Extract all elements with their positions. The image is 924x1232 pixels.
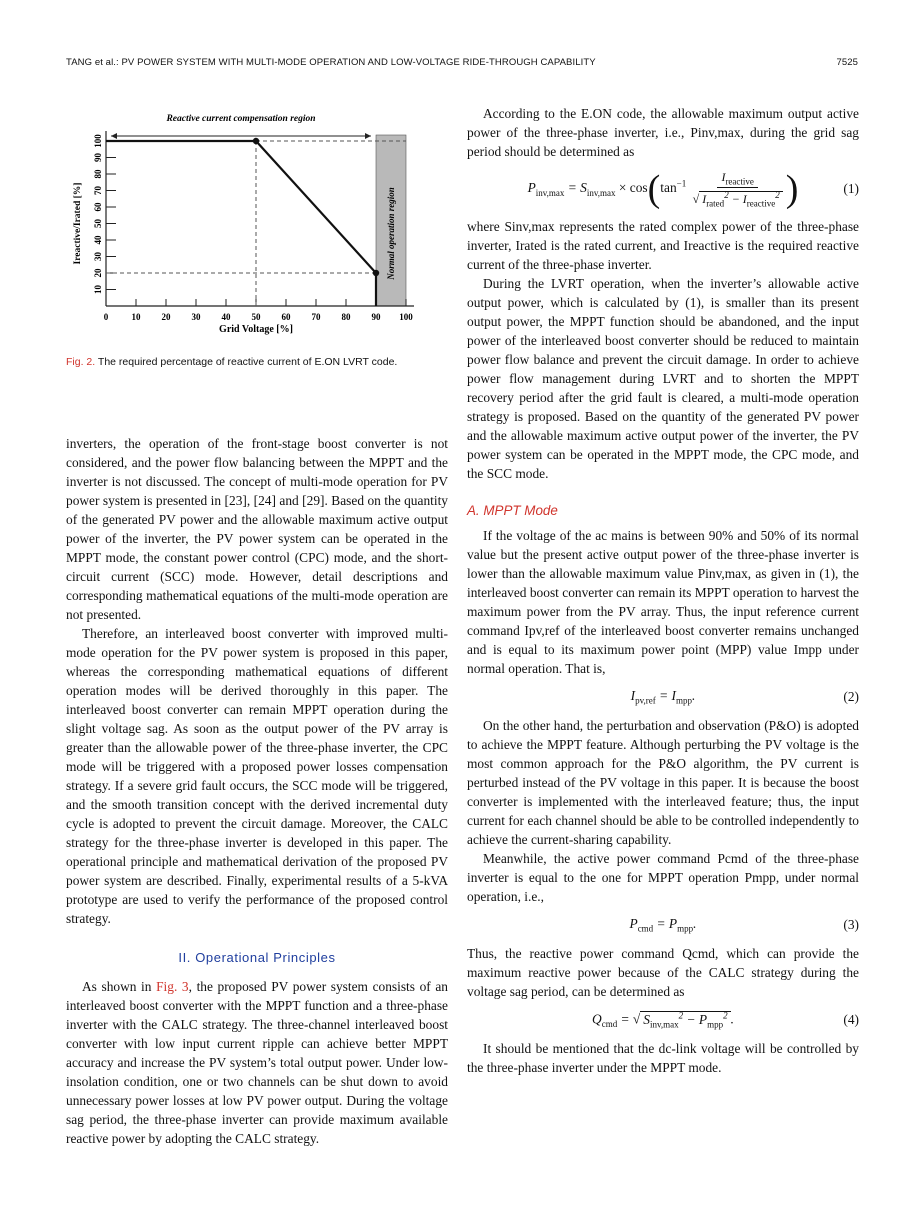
figure-caption: [66, 355, 448, 369]
y-tick-label: 60: [93, 202, 103, 212]
region-arrowhead-left: [111, 133, 117, 139]
right-paragraph-4: If the voltage of the ac mains is between 90% and 50% of its normal value but the present active output power of the three-phase inverter is lower than the allowable maximum value Pinv,max, as given in (1), the interleaved boost converter can remain its MPPT operation to harvest the maximum power from the PV array. Thus, the input reference current command Ipv,ref of the interleaved boost converter remains unchanged and is equal to its maximum power point (MPP) value Impp under normal operation. That is,: [467, 528, 859, 676]
fig3-link[interactable]: Fig. 3: [156, 979, 189, 994]
x-tick-label: 70: [311, 312, 321, 322]
running-header: [66, 57, 858, 71]
region-arrowhead-right: [365, 133, 371, 139]
header-title: TANG et al.: PV POWER SYSTEM WITH MULTI-MODE OPERATION AND LOW-VOLTAGE RIDE-THROUGH CAPABILITY: [66, 57, 596, 68]
right-paragraph-2: where Sinv,max represents the rated complex power of the three-phase inverter, Irated is the rated current, and Ireactive is the required reactive current of the three-phase inverter.: [467, 219, 859, 272]
x-axis-label: Grid Voltage [%]: [219, 324, 293, 335]
equation-3-number: (3): [843, 917, 859, 932]
page-number: 7525: [836, 57, 858, 68]
x-tick-label: 60: [281, 312, 291, 322]
equation-2-number: (2): [843, 689, 859, 704]
y-tick-label: 20: [93, 268, 103, 278]
y-tick-label: 70: [93, 186, 103, 195]
para3-rest: , the proposed PV power system consists of an interleaved boost converter with the MPPT function and a three-phase inverter with the CALC strategy. The three-channel interleaved boost converter with low input current ripple can achieve better MPPT accuracy and increase the PV system’s total output power. Under low-insolation condition, one or two channels can be shut down to avoid unnecessary power losses at low PV power output. During the voltage sag period, the three-phase inverter can provide maximum available reactive power by adopting the CALC strategy.: [66, 979, 448, 1146]
left-column: [66, 104, 448, 1148]
y-tick-label: 50: [93, 219, 103, 228]
y-tick-label: 40: [93, 235, 103, 245]
region-annotation: Normal operation region: [386, 187, 396, 280]
right-column: [467, 104, 859, 1077]
left-paragraph-1: inverters, the operation of the front-stage boost converter is not considered, and the power flow balancing between the MPPT and the inverter is not discussed. The concept of multi-mode operation for PV power system is presented in [23], [24] and [29]. Based on the quantity of the generated PV power and the allowable maximum active output power of the inverter, the PV power system can be operated in the MPPT mode, the constant power control (CPC) mode, and the short-circuit current (SCC) mode. However, detail descriptions and corresponding mathematical equations of the multi-mode operation are not presented.: [66, 436, 448, 622]
x-tick-label: 20: [161, 312, 171, 322]
data-point: [253, 138, 259, 144]
data-point: [373, 270, 379, 276]
right-paragraph-1: According to the E.ON code, the allowable maximum output active power of the three-phase inverter, i.e., Pinv,max, during the grid sag period should be determined as: [467, 106, 859, 159]
left-paragraph-3: [66, 977, 448, 1148]
section-heading: II. Operational Principles: [178, 950, 336, 965]
right-paragraph-7: Thus, the reactive power command Qcmd, which can provide the maximum reactive power because of the CALC strategy during the voltage sag period, can be determined as: [467, 946, 859, 999]
x-tick-label: 90: [371, 312, 381, 322]
x-tick-label: 50: [251, 312, 261, 322]
figure-caption-text: The required percentage of reactive current of E.ON LVRT code.: [97, 356, 398, 368]
x-tick-label: 40: [221, 312, 231, 322]
x-tick-label: 0: [103, 312, 109, 322]
right-paragraph-8: It should be mentioned that the dc-link voltage will be controlled by the three-phase inverter under the MPPT mode.: [467, 1041, 859, 1075]
equation-2: $I_{pv,ref} = I_{mpp}$. (2): [630, 688, 859, 706]
y-tick-label: 90: [93, 153, 103, 162]
left-paragraph-2: Therefore, an interleaved boost converter with improved multi-mode operation for the PV power system is proposed in this paper, whereas the corresponding mathematical equations of different operation modes will be derived thoroughly in this paper. The interleaved boost converter can remain MPPT operation during the slight voltage sag. As soon as the output power of the PV array is greater than the allowable power of the three-phase inverter, the CPC mode will be triggered with a proposed power losses compensation strategy. If a severe grid fault occurs, the SCC mode will be triggered, and the smooth transition concept with the derived incremental duty cycle is adopted to prevent the circuit damage. Moreover, the CALC strategy for the three-phase inverter is developed in this paper. The operational principle and mathematical derivation of the proposed PV power system are described. Finally, experimental results of a 5-kVA prototype are used to verify the performance of the proposed control strategy.: [66, 626, 448, 926]
x-tick-label: 80: [341, 312, 351, 322]
x-tick-label: 30: [191, 312, 201, 322]
right-paragraph-6: Meanwhile, the active power command Pcmd of the three-phase inverter is equal to the one for MPPT operation Pmpp, under normal operation, i.e.,: [467, 851, 859, 904]
figure-label: Fig. 2.: [66, 356, 96, 368]
figure-2: [66, 104, 448, 434]
x-tick-label: 100: [399, 312, 413, 322]
y-axis-label: Ireactive/Irated [%]: [73, 182, 83, 265]
equation-1-number: (1): [843, 181, 859, 196]
equation-1: $P_{inv,max} = S_{inv,max} \times \cos(\tan^{-1}$ $\frac{I_{reactive}}{√ I_{rated}^2 - I_{reactive}^2}$ ) (1): [527, 168, 859, 210]
para3-prefix: As shown in: [82, 979, 157, 994]
y-tick-label: 30: [93, 252, 103, 261]
y-tick-label: 100: [93, 134, 103, 148]
chart-title: Reactive current compensation region: [166, 114, 316, 124]
equation-3: $P_{cmd} = P_{mpp}$. (3): [629, 916, 859, 934]
equation-4-number: (4): [843, 1012, 859, 1027]
right-paragraph-3: During the LVRT operation, when the inverter’s allowable active output power, which is calculated by (1), is smaller than its present output power, the MPPT function should be abandoned, and the input power of the interleaved boost converter should be reduced to maintain power flow balance and prevent the circuit damage. In order to achieve power flow management during LVRT and to shorten the MPPT recovery period after the grid fault is cleared, a multi-mode operation strategy is proposed. Based on the quantity of the generated PV power and the allowable maximum active output power of the inverter, the PV power system can be operated in the MPPT mode, the CPC mode, and the SCC mode.: [467, 276, 859, 481]
y-tick-label: 80: [93, 169, 103, 179]
right-paragraph-5: On the other hand, the perturbation and observation (P&O) is adopted to achieve the MPPT feature. Although perturbing the PV voltage is the most common approach for the P&O algorithm, the PV current is perturbed instead of the PV voltage in this paper. It is because the boost converter is implemented with the interleaved feature; thus, the input current for each channel should be able to be controlled independently to achieve the current-sharing capability.: [467, 718, 859, 847]
equation-4: $Q_{cmd}$ = √ $S_{inv,max}^2 - P_{mpp}^2$ . (4): [592, 1010, 859, 1030]
reactive-current-line: [106, 141, 376, 306]
reactive-current-chart: [66, 104, 448, 349]
y-tick-label: 10: [93, 285, 103, 294]
subsection-heading: A. MPPT Mode: [467, 503, 558, 518]
x-tick-label: 10: [131, 312, 141, 322]
